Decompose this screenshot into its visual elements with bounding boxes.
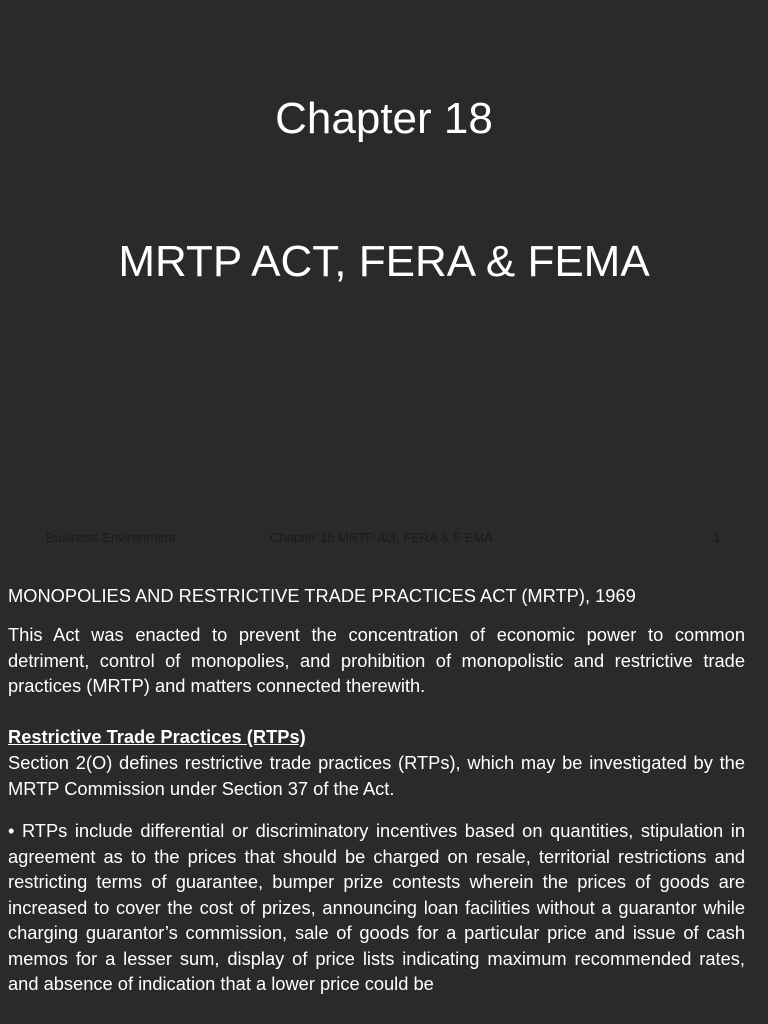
rtp-bullet-paragraph: • RTPs include differential or discriminatory incentives based on quantities, stipulation in agreement as to the prices that should be charged on resale, territorial restrictions and restricting terms of guarantee, bumper prize contests wherein the prices of goods are increased to cover the cost of prizes, announcing loan facilities without a guarantor while charging guarantor’s commission, sale of goods for a particular price and issue of cash memos for a lesser sum, display of price lists indicating maximum recommended rates, and absence of indication that a lower price could be xyxy=(8,820,745,994)
act-heading: MONOPOLIES AND RESTRICTIVE TRADE PRACTICES ACT (MRTP), 1969 xyxy=(8,585,636,606)
rtp-heading: Restrictive Trade Practices (RTPs) xyxy=(8,726,306,747)
section-definition-paragraph: Section 2(O) defines restrictive trade practices (RTPs), which may be investigated by the MRTP Commission under Section 37 of the Act. xyxy=(8,752,745,799)
chapter-title: Chapter 18 xyxy=(275,94,493,143)
footer-chapter-name: Chapter 18 MRTP Act, FERA & F EMA xyxy=(270,530,493,545)
subject-title: MRTP ACT, FERA & FEMA xyxy=(118,237,650,286)
footer-page-number: 1 xyxy=(713,530,721,545)
intro-paragraph: This Act was enacted to prevent the concentration of economic power to common detriment, control of monopolies, and prohibition of monopolistic and restrictive trade practices (MRTP) and matters connected therewith. xyxy=(8,624,745,696)
document-page xyxy=(0,576,768,1024)
footer-course-name: Business Environment xyxy=(46,530,176,545)
